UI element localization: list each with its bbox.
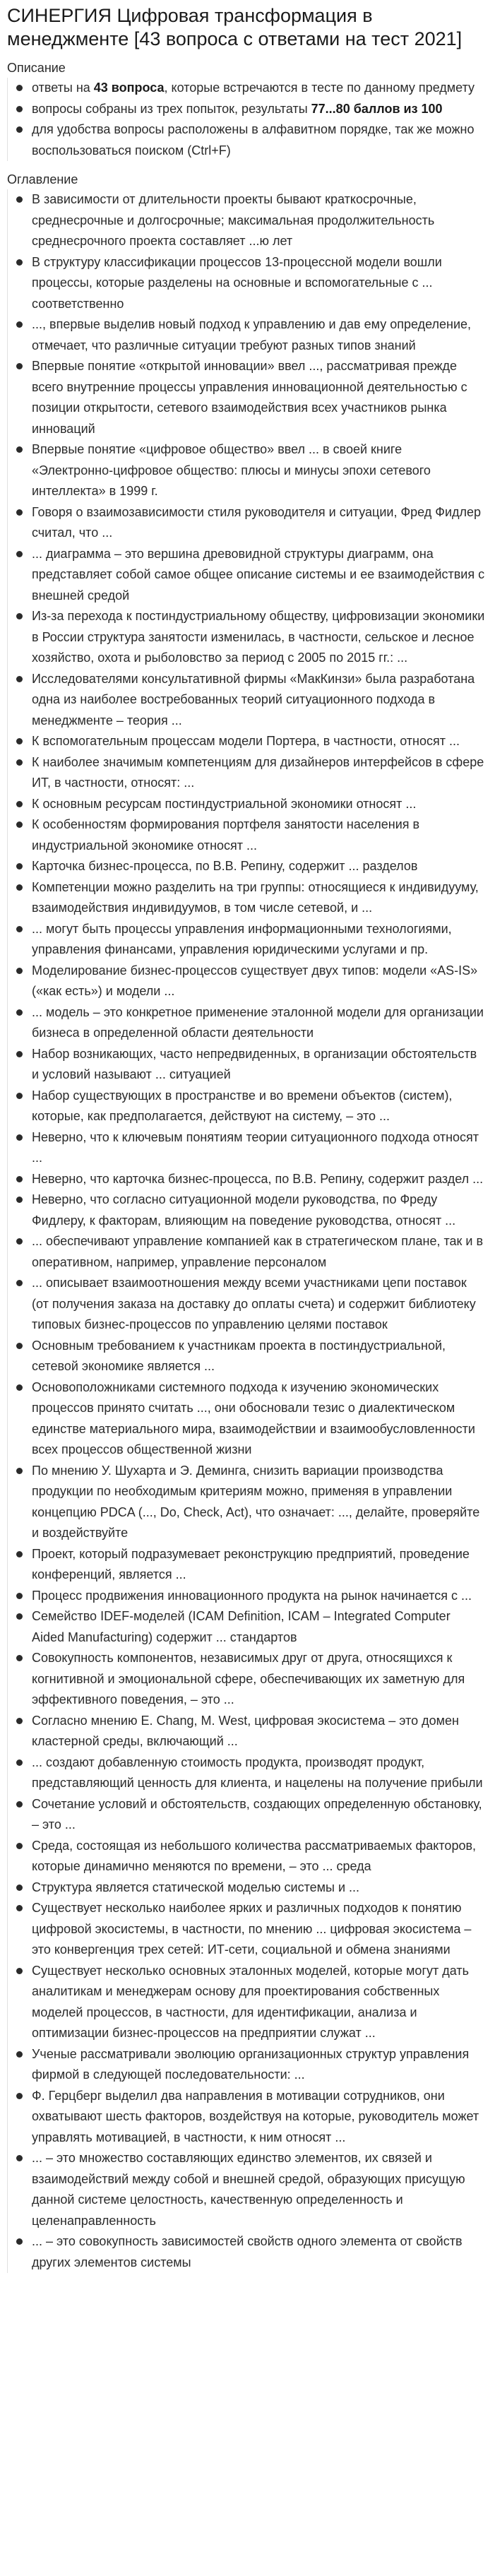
description-text: ответы на	[32, 81, 94, 95]
toc-item[interactable]: В структуру классификации процессов 13-процессной модели вошли процессы, которые разделены на основные и вспомогательные с ... соответственно	[12, 252, 485, 315]
toc-item[interactable]: Основным требованием к участникам проекта в постиндустриальной, сетевой экономике является ...	[12, 1336, 485, 1377]
toc-list	[7, 189, 485, 2273]
toc-item[interactable]: К основным ресурсам постиндустриальной экономики относят ...	[12, 794, 485, 815]
toc-item[interactable]: По мнению У. Шухарта и Э. Деминга, снизить вариации производства продукции по необходимым критериям можно, применяя в управлении концепцию PDCA (..., Do, Check, Act), что означает: ..., делайте, проверяйте и воздействуйте	[12, 1461, 485, 1544]
toc-item[interactable]: ... модель – это конкретное применение эталонной модели для организации бизнеса в определенной области деятельности	[12, 1002, 485, 1044]
description-list	[7, 78, 485, 161]
toc-item[interactable]: Впервые понятие «цифровое общество» ввел ... в своей книге «Электронно-цифровое общество: плюсы и минусы эпохи сетевого интеллекта» в 1999 г.	[12, 439, 485, 502]
description-highlight: 77...80 баллов из 100	[311, 101, 443, 116]
toc-item[interactable]: Среда, состоящая из небольшого количества рассматриваемых факторов, которые динамично меняются по времени, – это ... среда	[12, 1836, 485, 1877]
toc-item[interactable]: Процесс продвижения инновационного продукта на рынок начинается с ...	[12, 1586, 485, 1607]
toc-item[interactable]: Исследователями консультативной фирмы «МакКинзи» была разработана одна из наиболее востребованных теорий ситуационного подхода в менеджменте – теория ...	[12, 669, 485, 732]
toc-item[interactable]: Из-за перехода к постиндустриальному обществу, цифровизации экономики в России структура занятости изменилась, в частности, сельское и лесное хозяйство, охота и рыболовство за период с 2005 по 2015 гг.: ...	[12, 606, 485, 669]
toc-item[interactable]: Существует несколько наиболее ярких и различных подходов к понятию цифровой экосистемы, в частности, по мнению ... цифровая экосистема – это конвергенция трех сетей: ИТ-сети, социальной и обмена знаниями	[12, 1898, 485, 1961]
toc-item[interactable]: Согласно мнению E. Chang, M. West, цифровая экосистема – это домен кластерной среды, включающий ...	[12, 1711, 485, 1752]
description-text: вопросы собраны из трех попыток, результаты	[32, 101, 311, 116]
toc-item[interactable]: К особенностям формирования портфеля занятости населения в индустриальной экономике относят ...	[12, 814, 485, 856]
toc-item[interactable]: К вспомогательным процессам модели Портера, в частности, относят ...	[12, 731, 485, 752]
toc-item[interactable]: Карточка бизнес-процесса, по В.В. Репину, содержит ... разделов	[12, 856, 485, 877]
toc-item[interactable]: ... могут быть процессы управления информационными технологиями, управления финансами, управления юридическими услугами и пр.	[12, 919, 485, 961]
description-item	[12, 99, 485, 120]
toc-item[interactable]: Набор возникающих, часто непредвиденных, в организации обстоятельств и условий называют ... ситуацией	[12, 1044, 485, 1086]
toc-heading: Оглавление	[7, 172, 78, 186]
toc-item[interactable]: ... – это множество составляющих единство элементов, их связей и взаимодействий между собой и внешней средой, образующих присущую данной системе целостность, качественную определенность и целенаправленность	[12, 2148, 485, 2231]
toc-item[interactable]: Ф. Герцберг выделил два направления в мотивации сотрудников, они охватывают шесть факторов, воздействуя на которые, руководитель может управлять мотивацией, в частности, к ним относят ...	[12, 2086, 485, 2149]
description-highlight: 43 вопроса	[93, 81, 165, 95]
toc-item[interactable]: В зависимости от длительности проекты бывают краткосрочные, среднесрочные и долгосрочные; максимальная продолжительность среднесрочного проекта составляет ...ю лет	[12, 189, 485, 252]
toc-item[interactable]: Впервые понятие «открытой инновации» ввел ..., рассматривая прежде всего внутренние процессы управления инновационной деятельностью с позиции открытости, сетевого взаимодействия всех участников рынка инноваций	[12, 356, 485, 439]
toc-item[interactable]: Говоря о взаимозависимости стиля руководителя и ситуации, Фред Фидлер считал, что ...	[12, 502, 485, 544]
toc-item[interactable]: ... описывает взаимоотношения между всеми участниками цепи поставок (от получения заказа на доставку до оплаты счета) и содержит библиотеку типовых бизнес-процессов по управлению целями поставок	[12, 1273, 485, 1336]
page-title: СИНЕРГИЯ Цифровая трансформация в менеджменте [43 вопроса с ответами на тест 2021]	[7, 5, 463, 49]
description-text: , которые встречаются в тесте по данному предмету	[164, 81, 475, 95]
toc-item[interactable]: Ученые рассматривали эволюцию организационных структур управления фирмой в следующей последовательности: ...	[12, 2044, 485, 2086]
toc-section	[7, 171, 485, 2273]
description-item	[12, 78, 485, 99]
toc-item[interactable]: ... диаграмма – это вершина древовидной структуры диаграмм, она представляет собой самое общее описание системы и ее взаимодействия с внешней средой	[12, 544, 485, 607]
description-text: для удобства вопросы расположены в алфавитном порядке, так же можно воспользоваться поиском (Ctrl+F)	[32, 122, 475, 158]
toc-item[interactable]: Семейство IDEF-моделей (ICAM Definition, ICAM – Integrated Computer Aided Manufacturing) содержит ... стандартов	[12, 1606, 485, 1648]
toc-item[interactable]: Неверно, что согласно ситуационной модели руководства, по Фреду Фидлеру, к факторам, влияющим на поведение руководства, относят ...	[12, 1189, 485, 1231]
toc-item[interactable]: Неверно, что карточка бизнес-процесса, по В.В. Репину, содержит раздел ...	[12, 1169, 485, 1190]
toc-item[interactable]: Компетенции можно разделить на три группы: относящиеся к индивидууму, взаимодействия индивидуумов, в том числе сетевой, и ...	[12, 877, 485, 919]
toc-item[interactable]: Сочетание условий и обстоятельств, создающих определенную обстановку, – это ...	[12, 1794, 485, 1836]
toc-item[interactable]: Неверно, что к ключевым понятиям теории ситуационного подхода относят ...	[12, 1127, 485, 1169]
toc-item[interactable]: Проект, который подразумевает реконструкцию предприятий, проведение конференций, является ...	[12, 1544, 485, 1586]
toc-item[interactable]: Набор существующих в пространстве и во времени объектов (систем), которые, как предполагается, действуют на систему, – это ...	[12, 1086, 485, 1127]
toc-item[interactable]: Совокупность компонентов, независимых друг от друга, относящихся к когнитивной и эмоциональной сфере, обеспечивающих их заметную для эффективного поведения, – это ...	[12, 1648, 485, 1711]
toc-item[interactable]: Моделирование бизнес-процессов существует двух типов: модели «AS-IS» («как есть») и модели ...	[12, 961, 485, 1002]
toc-item[interactable]: ... обеспечивают управление компанией как в стратегическом плане, так и в оперативном, например, управление персоналом	[12, 1231, 485, 1273]
toc-item[interactable]: Структура является статической моделью системы и ...	[12, 1877, 485, 1899]
toc-item[interactable]: ... создают добавленную стоимость продукта, производят продукт, представляющий ценность для клиента, и нацелены на получение прибыли	[12, 1752, 485, 1794]
toc-item[interactable]: Существует несколько основных эталонных моделей, которые могут дать аналитикам и менеджерам основу для проектирования собственных моделей процессов, в частности, для идентификации, анализа и оптимизации бизнес-процессов на предприятии служат ...	[12, 1961, 485, 2044]
toc-item[interactable]: ..., впервые выделив новый подход к управлению и дав ему определение, отмечает, что различные ситуации требуют разных типов знаний	[12, 314, 485, 356]
toc-item[interactable]: К наиболее значимым компетенциям для дизайнеров интерфейсов в сфере ИТ, в частности, относят: ...	[12, 752, 485, 794]
description-item	[12, 119, 485, 161]
description-heading: Описание	[7, 61, 66, 75]
toc-item[interactable]: ... – это совокупность зависимостей свойств одного элемента от свойств других элементов системы	[12, 2231, 485, 2273]
toc-item[interactable]: Основоположниками системного подхода к изучению экономических процессов принято считать ..., они обосновали тезис о диалектическом единстве материального мира, взаимодействии и взаимообусловленности всех процессов общественной жизни	[12, 1377, 485, 1461]
